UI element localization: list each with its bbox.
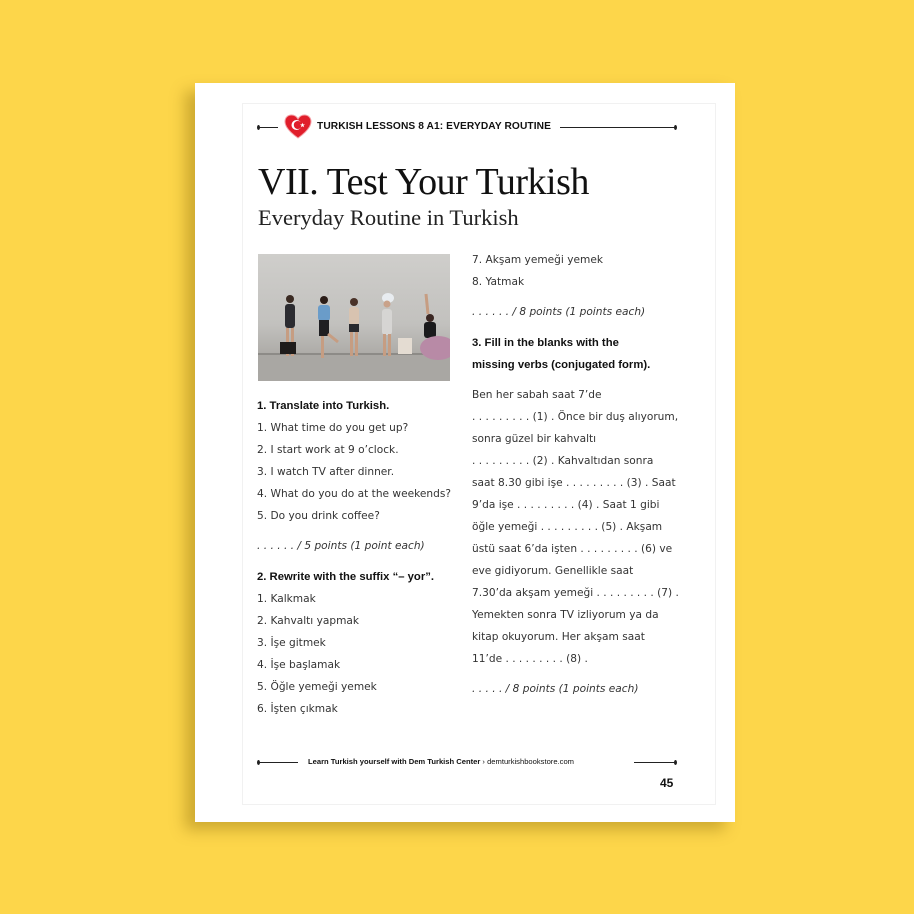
page-footer [258, 755, 678, 769]
section1-item: 1. What time do you get up? [257, 422, 409, 434]
score-dots: . . . . . . [472, 306, 510, 318]
section3-paragraph [472, 384, 679, 670]
paragraph-line: 9’da işe . . . . . . . . . (4) . Saat 1 gibi [472, 499, 660, 511]
page-number: 45 [660, 776, 674, 790]
paragraph-line: Yemekten sonra TV izliyorum ya da [472, 609, 659, 621]
section2-item: 5. Öğle yemeği yemek [257, 681, 377, 693]
section1-item: 4. What do you do at the weekends? [257, 488, 451, 500]
score-text: / 5 points (1 point each) [294, 540, 425, 552]
section1-heading: 1. Translate into Turkish. [257, 400, 390, 412]
daily-routine-illustration [258, 254, 450, 381]
paragraph-line: kitap okuyorum. Her akşam saat [472, 631, 645, 643]
section3-heading: missing verbs (conjugated form). [472, 359, 651, 371]
section2-item: 3. İşe gitmek [257, 637, 326, 649]
page-subtitle: Everyday Routine in Turkish [258, 205, 519, 230]
paragraph-line: 11’de . . . . . . . . . (8) . [472, 653, 588, 665]
daily-routine-photo [258, 254, 450, 381]
section2-item: 2. Kahvaltı yapmak [257, 615, 360, 627]
paragraph-line: üstü saat 6’da işten . . . . . . . . . (6) ve [472, 543, 673, 555]
header-rule-right [560, 127, 676, 128]
paragraph-line: eve gidiyorum. Genellikle saat [472, 565, 634, 577]
paragraph-line: . . . . . . . . . (1) . Önce bir duş alıyorum, [472, 411, 679, 423]
header-rule-left [258, 127, 278, 128]
footer-link[interactable]: demturkishbookstore.com [487, 757, 575, 766]
section2-item: 6. İşten çıkmak [257, 703, 338, 715]
paragraph-line: Ben her sabah saat 7’de [472, 389, 602, 401]
section2-item: 1. Kalkmak [257, 593, 316, 605]
paragraph-line: . . . . . . . . . (2) . Kahvaltıdan sonra [472, 455, 654, 467]
section3-score [472, 678, 672, 700]
section1-item: 5. Do you drink coffee? [257, 510, 380, 522]
score-dots: . . . . . . [257, 540, 295, 552]
section1-item: 3. I watch TV after dinner. [257, 466, 395, 478]
right-column [472, 249, 679, 700]
footer-rule-right [634, 762, 676, 763]
page-title: VII. Test Your Turkish [258, 161, 589, 203]
score-text: / 8 points (1 points each) [509, 306, 646, 318]
paragraph-line: 7.30’da akşam yemeği . . . . . . . . . (7) . [472, 587, 679, 599]
section3-heading: 3. Fill in the blanks with the [472, 337, 619, 349]
footer-separator: › [480, 757, 488, 766]
footer-tagline: Learn Turkish yourself with Dem Turkish Center [308, 757, 481, 766]
footer-rule-left [258, 762, 298, 763]
section2-heading: 2. Rewrite with the suffix “– yor”. [257, 571, 435, 583]
footer-text [308, 755, 574, 769]
section2-score [472, 301, 672, 323]
section1-item: 2. I start work at 9 o’clock. [257, 444, 399, 456]
section2-item: 7. Akşam yemeği yemek [472, 254, 603, 266]
workbook-page [195, 83, 735, 822]
paragraph-line: sonra güzel bir kahvaltı [472, 433, 597, 445]
section1-score [257, 535, 457, 557]
turkish-flag-heart-icon [284, 114, 312, 140]
paragraph-line: öğle yemeği . . . . . . . . . (5) . Akşam [472, 521, 663, 533]
page-header [258, 114, 678, 140]
section2-item: 8. Yatmak [472, 276, 525, 288]
section2-item: 4. İşe başlamak [257, 659, 341, 671]
header-title: TURKISH LESSONS 8 A1: EVERYDAY ROUTINE [317, 121, 552, 132]
paragraph-line: saat 8.30 gibi işe . . . . . . . . . (3) . Saat [472, 477, 676, 489]
score-dots: . . . . . [472, 683, 503, 695]
left-column [257, 395, 457, 720]
score-text: / 8 points (1 points each) [502, 683, 639, 695]
